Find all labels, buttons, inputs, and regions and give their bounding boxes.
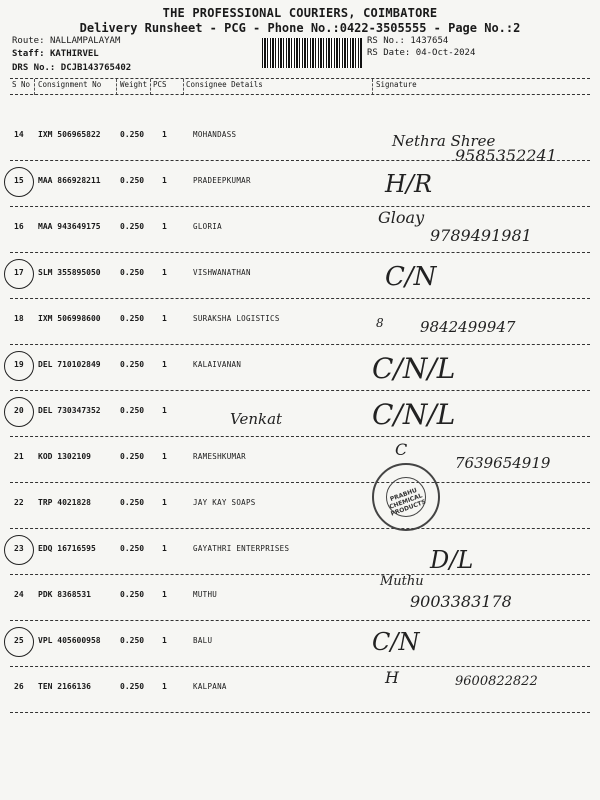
consignment-number: KOD 1302109 [38, 452, 91, 461]
company-stamp [372, 463, 440, 531]
handwritten-signature: 8 [376, 316, 384, 330]
route-label: Route: [12, 36, 45, 46]
handwritten-phone-number: 9585352241 [455, 146, 557, 165]
header-rule-bottom [10, 94, 590, 95]
consignment-number: DEL 710102849 [38, 360, 101, 369]
row-separator [10, 712, 590, 713]
weight-value: 0.250 [120, 544, 145, 553]
serial-number: 16 [14, 222, 24, 231]
pieces-value: 1 [162, 314, 167, 323]
consignment-number: SLM 355895050 [38, 268, 101, 277]
route-line [12, 36, 120, 46]
handwritten-signature: Nethra Shree [392, 132, 496, 150]
rs-date-line [367, 48, 475, 58]
rs-no-value: 1437654 [410, 36, 449, 46]
row-separator [10, 574, 590, 575]
pieces-value: 1 [162, 682, 167, 691]
row-separator [10, 528, 590, 529]
pieces-value: 1 [162, 544, 167, 553]
row-separator [10, 298, 590, 299]
handwritten-phone-number: 9600822822 [455, 674, 538, 689]
serial-number: 14 [14, 130, 24, 139]
handwritten-signature: Gloay [378, 208, 425, 227]
col-divider [150, 79, 151, 95]
consignee-name: BALU [193, 636, 213, 645]
pieces-value: 1 [162, 406, 167, 415]
handwritten-signature: Muthu [380, 574, 424, 589]
handwritten-phone-number: 7639654919 [455, 454, 551, 472]
rs-date-label: RS Date: [367, 48, 411, 58]
pieces-value: 1 [162, 130, 167, 139]
serial-number: 18 [14, 314, 24, 323]
staff-value: KATHIRVEL [49, 49, 99, 59]
pieces-value: 1 [162, 176, 167, 185]
document-subtitle: Delivery Runsheet - PCG - Phone No.:0422-3505555 - Page No.:2 [79, 21, 521, 35]
consignment-number: DEL 730347352 [38, 406, 101, 415]
pieces-value: 1 [162, 452, 167, 461]
handwritten-signature: C [395, 440, 408, 459]
serial-number: 21 [14, 452, 24, 461]
handwritten-phone-number: 9789491981 [430, 226, 532, 245]
handwritten-signature: H/R [385, 170, 433, 198]
weight-value: 0.250 [120, 636, 145, 645]
table-row [0, 262, 600, 314]
pieces-value: 1 [162, 590, 167, 599]
serial-number: 25 [14, 636, 24, 645]
consignee-name: MOHANDASS [193, 130, 237, 139]
serial-number: 20 [14, 406, 24, 415]
rs-no-label: RS No.: [367, 36, 405, 46]
col-consignee: Consignee Details [186, 80, 263, 89]
row-separator [10, 160, 590, 161]
staff-line [12, 49, 99, 59]
serial-number: 26 [14, 682, 24, 691]
document-title: THE PROFESSIONAL COURIERS, COIMBATORE [162, 6, 438, 20]
consignee-name: GLORIA [193, 222, 222, 231]
handwritten-signature: D/L [430, 546, 474, 574]
col-divider [372, 79, 373, 95]
barcode-image [262, 38, 362, 68]
row-separator [10, 436, 590, 437]
table-row [0, 544, 600, 590]
handwritten-phone-number: 9842499947 [420, 318, 516, 336]
consignment-number: VPL 405600958 [38, 636, 101, 645]
pieces-value: 1 [162, 360, 167, 369]
consignment-number: EDQ 16716595 [38, 544, 96, 553]
header-rule-top [10, 78, 590, 79]
drs-value: DCJB143765402 [60, 63, 132, 73]
weight-value: 0.250 [120, 360, 145, 369]
row-separator [10, 390, 590, 391]
consignee-name: VISHWANATHAN [193, 268, 251, 277]
serial-number: 22 [14, 498, 24, 507]
consignee-name: KALPANA [193, 682, 227, 691]
handwritten-signature: C/N/L [372, 398, 456, 431]
consignment-number: TRP 4021828 [38, 498, 91, 507]
handwritten-phone-number: 9003383178 [410, 592, 512, 611]
weight-value: 0.250 [120, 406, 145, 415]
stamp-text: PRABHU CHEMICAL PRODUCTS [388, 486, 427, 518]
col-divider [34, 79, 35, 95]
weight-value: 0.250 [120, 590, 145, 599]
drs-line [12, 63, 131, 73]
drs-label: DRS No.: [12, 63, 56, 73]
table-row [0, 574, 600, 636]
row-separator [10, 620, 590, 621]
consignment-number: MAA 943649175 [38, 222, 101, 231]
col-sno: S No [12, 80, 31, 89]
pieces-value: 1 [162, 268, 167, 277]
handwritten-signature: C/N/L [372, 352, 456, 385]
row-separator [10, 666, 590, 667]
route-value: NALLAMPALAYAM [49, 36, 121, 46]
table-row [0, 352, 600, 406]
col-divider [183, 79, 184, 95]
consignee-name: JAY KAY SOAPS [193, 498, 256, 507]
consignee-name: RAMESHKUMAR [193, 452, 246, 461]
pieces-value: 1 [162, 636, 167, 645]
row-separator [10, 206, 590, 207]
table-row [0, 668, 600, 728]
serial-number: 23 [14, 544, 24, 553]
weight-value: 0.250 [120, 268, 145, 277]
staff-label: Staff: [12, 49, 45, 59]
consignee-name: SURAKSHA LOGISTICS [193, 314, 280, 323]
weight-value: 0.250 [120, 498, 145, 507]
col-signature: Signature [376, 80, 417, 89]
consignment-number: MAA 866928211 [38, 176, 101, 185]
pieces-value: 1 [162, 498, 167, 507]
col-pcs: PCS [153, 80, 167, 89]
table-row [0, 314, 600, 360]
table-row [0, 498, 600, 544]
col-divider [116, 79, 117, 95]
weight-value: 0.250 [120, 314, 145, 323]
col-weight: Weight [120, 80, 148, 89]
row-separator [10, 344, 590, 345]
row-separator [10, 252, 590, 253]
consignee-name: KALAIVANAN [193, 360, 242, 369]
handwritten-signature: C/N [372, 628, 420, 656]
rs-date-value: 04-Oct-2024 [415, 48, 476, 58]
handwritten-signature: H [385, 668, 399, 687]
col-consignment: Consignment No [38, 80, 102, 89]
weight-value: 0.250 [120, 130, 145, 139]
serial-number: 24 [14, 590, 24, 599]
handwritten-consignee-name: Venkat [230, 410, 283, 428]
serial-number: 15 [14, 176, 24, 185]
table-row [0, 398, 600, 452]
pieces-value: 1 [162, 222, 167, 231]
rs-no-line [367, 36, 448, 46]
weight-value: 0.250 [120, 682, 145, 691]
consignment-number: TEN 2166136 [38, 682, 91, 691]
consignment-number: IXM 506998600 [38, 314, 101, 323]
serial-number: 19 [14, 360, 24, 369]
consignment-number: PDK 8368531 [38, 590, 91, 599]
row-separator [10, 482, 590, 483]
weight-value: 0.250 [120, 222, 145, 231]
consignee-name: PRADEEPKUMAR [193, 176, 251, 185]
handwritten-signature: C/N [385, 262, 437, 292]
table-row [0, 170, 600, 222]
table-row [0, 440, 600, 498]
table-row [0, 208, 600, 268]
consignee-name: GAYATHRI ENTERPRISES [193, 544, 290, 553]
serial-number: 17 [14, 268, 24, 277]
consignment-number: IXM 506965822 [38, 130, 101, 139]
consignee-name: MUTHU [193, 590, 218, 599]
weight-value: 0.250 [120, 452, 145, 461]
table-row [0, 130, 600, 176]
weight-value: 0.250 [120, 176, 145, 185]
